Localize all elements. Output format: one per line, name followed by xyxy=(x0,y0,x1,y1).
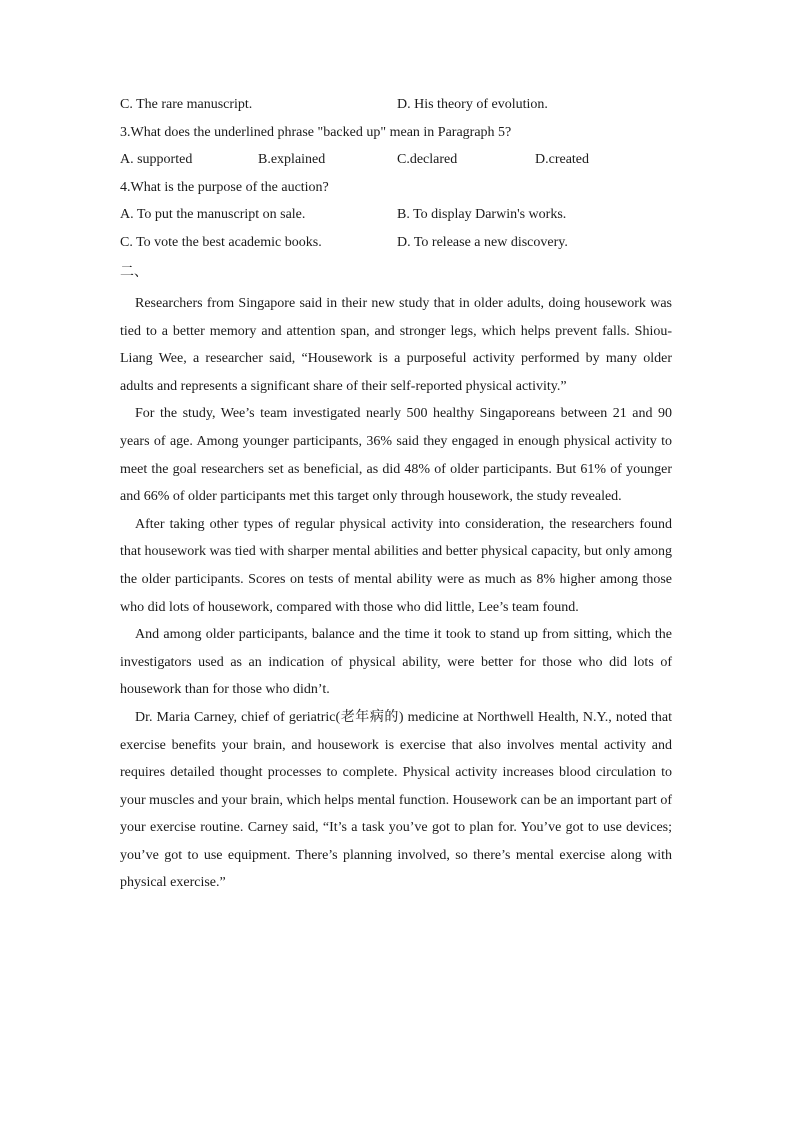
reading-passage xyxy=(120,290,672,897)
q4-option-c: C. To vote the best academic books. xyxy=(120,235,322,250)
q2-option-c: C. The rare manuscript. xyxy=(120,97,253,112)
q3-question-before: 3.What does the underlined phrase " xyxy=(120,125,324,140)
q4-option-d: D. To release a new discovery. xyxy=(397,235,568,250)
passage-paragraph-1: Researchers from Singapore said in their new study that in older adults, doing housework was tied to a better memory and attention span, and stronger legs, which helps prevent falls. Shiou-Liang Wee, a researcher said, “Housework is a purposeful activity performed by many older adults and represents a significant share of their self-reported physical activity.” xyxy=(120,296,672,394)
q4-option-a: A. To put the manuscript on sale. xyxy=(120,207,306,222)
section-heading: 二、 xyxy=(120,264,148,280)
q3-option-b: B.explained xyxy=(258,152,326,167)
q3-question-after: " mean in Paragraph 5? xyxy=(380,125,512,140)
passage-paragraph-4: And among older participants, balance and the time it took to stand up from sitting, which the investigators used as an indication of physical ability, were better for those who did lots of housework than for those who didn’t. xyxy=(120,627,672,698)
passage-paragraph-2: For the study, Wee’s team investigated nearly 500 healthy Singaporeans between 21 and 90 years of age. Among younger participants, 36% said they engaged in enough physical activity to meet the goal researchers set as beneficial, as did 48% of older participants. But 61% of younger and 66% of older participants met this target only through housework, the study revealed. xyxy=(120,406,672,505)
passage-paragraph-5: Dr. Maria Carney, chief of geriatric(老年病的) medicine at Northwell Health, N.Y., noted that exercise benefits your brain, and housework is exercise that also involves mental activity and requires detailed thought processes to complete. Physical activity increases blood circulation to your muscles and your brain, which helps mental function. Housework can be an important part of your exercise routine. Carney said, “It’s a task you’ve got to plan for. You’ve got to use devices; you’ve got to use equipment. There’s planning involved, so there’s mental exercise along with physical exercise.” xyxy=(120,709,672,891)
q4-option-b: B. To display Darwin's works. xyxy=(397,207,567,222)
q3-question xyxy=(120,123,511,143)
passage-paragraph-3: After taking other types of regular physical activity into consideration, the researchers found that housework was tied with sharper mental abilities and better physical capacity, but only among the older participants. Scores on tests of mental ability were as much as 8% higher among those who did lots of housework, compared with those who did little, Lee’s team found. xyxy=(120,516,672,615)
q3-option-a: A. supported xyxy=(120,152,193,167)
q2-option-d: D. His theory of evolution. xyxy=(397,97,548,112)
q3-option-c: C.declared xyxy=(397,152,458,167)
q3-underlined-phrase: backed up xyxy=(323,125,381,140)
q3-option-d: D.created xyxy=(535,152,590,167)
q4-question: 4.What is the purpose of the auction? xyxy=(120,180,329,195)
